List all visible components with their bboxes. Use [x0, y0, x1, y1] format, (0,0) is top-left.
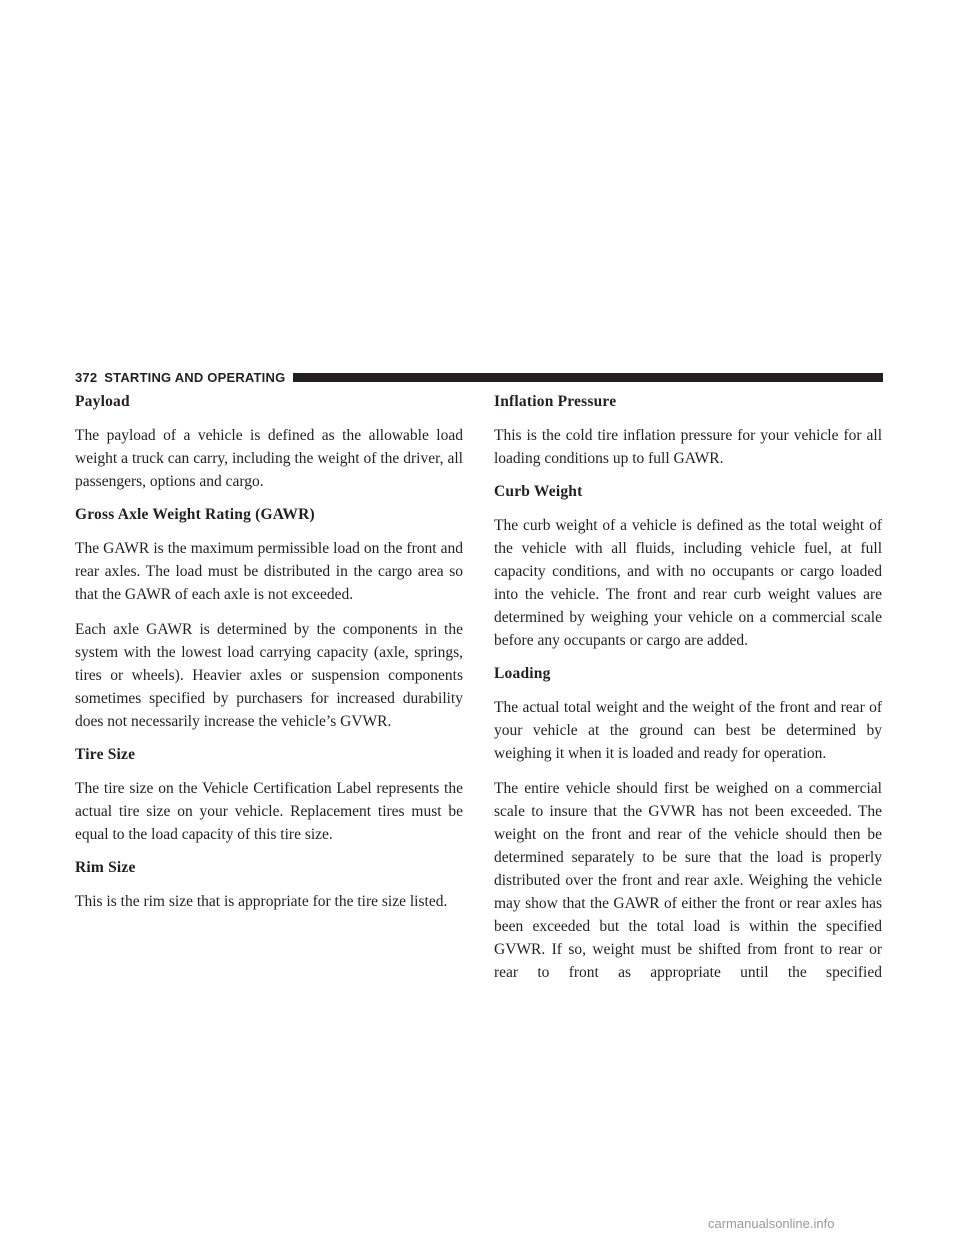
paragraph-tire-size: The tire size on the Vehicle Certification Label represents the actual tire size on your vehicle. Replacement tires must be equal to the load capacity of this tire size.: [75, 780, 463, 843]
page-header: [75, 368, 883, 386]
paragraph-payload: The payload of a vehicle is defined as the allowable load weight a truck can carry, including the weight of the driver, all passengers, options and cargo.: [75, 427, 463, 490]
heading-rim-size: Rim Size: [75, 859, 136, 876]
watermark: carmanualsonline.info: [708, 1216, 835, 1231]
section-title: STARTING AND OPERATING: [104, 369, 286, 385]
paragraph-inflation-pressure: This is the cold tire inflation pressure for your vehicle for all loading conditions up to full GAWR.: [494, 427, 882, 467]
heading-tire-size: Tire Size: [75, 746, 136, 763]
paragraph-gawr: The GAWR is the maximum permissible load on the front and rear axles. The load must be distributed in the cargo area so that the GAWR of each axle is not exceeded.: [75, 540, 463, 603]
heading-loading: Loading: [494, 665, 551, 682]
right-column: [494, 392, 882, 996]
heading-gawr: Gross Axle Weight Rating (GAWR): [75, 506, 315, 523]
paragraph-curb-weight: The curb weight of a vehicle is defined as the total weight of the vehicle with all fluids, including vehicle fuel, at full capacity conditions, and with no occupants or cargo loaded into the vehicle. The front and rear curb weight values are determined by weighing your vehicle on a commercial scale before any occupants or cargo are added.: [494, 517, 882, 649]
paragraph-axle-gawr: Each axle GAWR is determined by the components in the system with the lowest load carrying capacity (axle, springs, tires or wheels). Heavier axles or suspension components sometimes specified by purchasers for increased durability does not necessarily increase the vehicle’s GVWR.: [75, 621, 463, 730]
heading-inflation-pressure: Inflation Pressure: [494, 393, 617, 410]
paragraph-rim-size: This is the rim size that is appropriate for the tire size listed.: [75, 893, 448, 910]
paragraph-weighing: The entire vehicle should first be weighed on a commercial scale to insure that the GVWR has not been exceeded. The weight on the front and rear of the vehicle should then be determined separately to be sure that the load is properly distributed over the front and rear axle. Weighing the vehicle may show that the GAWR of either the front or rear axles has been exceeded but the total load is within the specified GVWR. If so, weight must be shifted from front to rear or rear to front as appropriate until the specified: [494, 780, 882, 981]
header-rule: [293, 373, 883, 382]
page-number: 372: [75, 369, 98, 385]
heading-payload: Payload: [75, 393, 130, 410]
left-column: [75, 392, 463, 925]
heading-curb-weight: Curb Weight: [494, 483, 583, 500]
paragraph-loading: The actual total weight and the weight of the front and rear of your vehicle at the ground can best be determined by weighing it when it is loaded and ready for operation.: [494, 699, 882, 762]
